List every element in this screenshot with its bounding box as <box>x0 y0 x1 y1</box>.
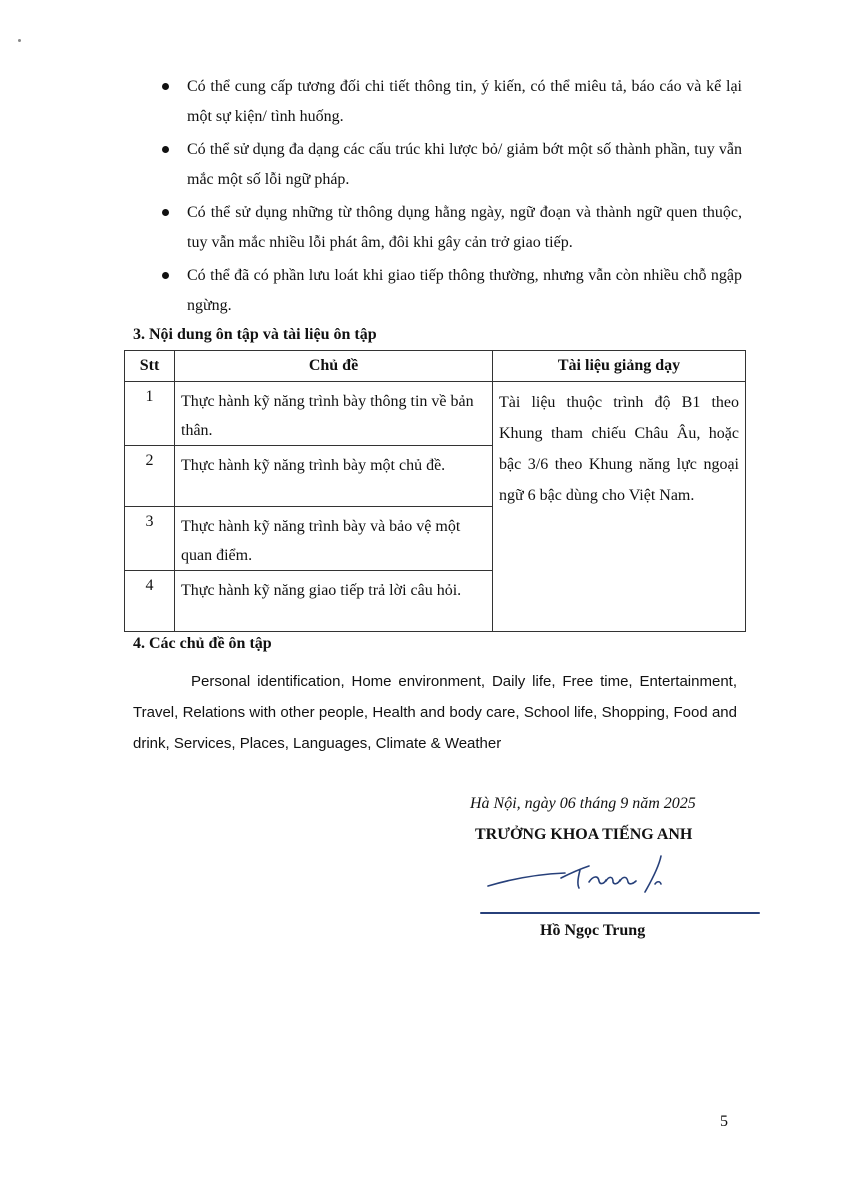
signature-date: Hà Nội, ngày 06 tháng 9 năm 2025 <box>470 795 696 812</box>
table-header-row <box>125 351 746 382</box>
header-material: Tài liệu giảng dạy <box>493 351 746 382</box>
row-topic: Thực hành kỹ năng trình bày thông tin về bản thân. <box>175 382 493 446</box>
page-number: 5 <box>720 1113 728 1130</box>
bullet-icon <box>162 83 169 90</box>
table-row <box>125 382 746 446</box>
scan-speck <box>18 39 21 42</box>
list-item <box>160 72 742 132</box>
review-topics-paragraph: Personal identification, Home environment, Daily life, Free time, Entertainment, Travel, Relations with other people, Health and body care, School life, Shopping, Food and drink, Services, Places, Languages, Climate & Weather <box>133 673 737 752</box>
signer-name: Hồ Ngọc Trung <box>540 922 646 939</box>
row-stt: 4 <box>125 571 175 632</box>
row-stt: 1 <box>125 382 175 446</box>
bullet-icon <box>162 209 169 216</box>
bullet-icon <box>162 272 169 279</box>
handwritten-signature-icon <box>485 848 695 898</box>
bullet-text: Có thể sử dụng đa dạng các cấu trúc khi lược bỏ/ giảm bớt một số thành phần, tuy vẫn mắc một số lỗi ngữ pháp. <box>187 141 742 188</box>
teaching-material: Tài liệu thuộc trình độ B1 theo Khung tham chiếu Châu Âu, hoặc bậc 3/6 theo Khung năng lực ngoại ngữ 6 bậc dùng cho Việt Nam. <box>493 382 746 632</box>
bullet-text: Có thể cung cấp tương đối chi tiết thông tin, ý kiến, có thể miêu tả, báo cáo và kể lại một sự kiện/ tình huống. <box>187 78 742 125</box>
row-topic: Thực hành kỹ năng trình bày và bảo vệ một quan điểm. <box>175 507 493 571</box>
row-topic: Thực hành kỹ năng trình bày một chủ đề. <box>175 446 493 507</box>
row-stt: 2 <box>125 446 175 507</box>
list-item <box>160 135 742 195</box>
signature-underline <box>480 912 760 914</box>
signature-title: TRƯỞNG KHOA TIẾNG ANH <box>475 826 693 843</box>
review-content-table <box>124 350 746 632</box>
section-3-heading: 3. Nội dung ôn tập và tài liệu ôn tập <box>133 326 377 343</box>
bullet-text: Có thể đã có phần lưu loát khi giao tiếp thông thường, nhưng vẫn còn nhiều chỗ ngập ngừng. <box>187 267 742 314</box>
bullet-icon <box>162 146 169 153</box>
list-item <box>160 198 742 258</box>
row-stt: 3 <box>125 507 175 571</box>
header-stt: Stt <box>125 351 175 382</box>
header-topic: Chủ đề <box>175 351 493 382</box>
row-topic: Thực hành kỹ năng giao tiếp trả lời câu hỏi. <box>175 571 493 632</box>
list-item <box>160 261 742 321</box>
bullet-text: Có thể sử dụng những từ thông dụng hằng ngày, ngữ đoạn và thành ngữ quen thuộc, tuy vẫn mắc nhiều lỗi phát âm, đôi khi gây cản trở giao tiếp. <box>187 204 742 251</box>
competency-list <box>160 72 742 324</box>
section-4-heading: 4. Các chủ đề ôn tập <box>133 635 272 652</box>
